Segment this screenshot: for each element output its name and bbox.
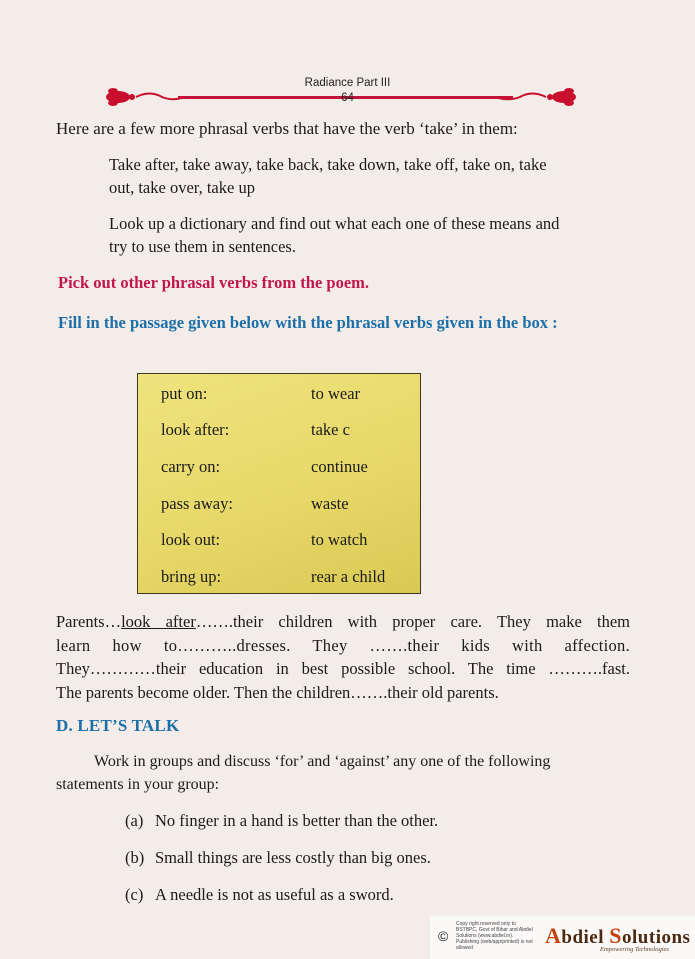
box-verb: put on: <box>161 384 208 403</box>
lookup-line-1: Look up a dictionary and find out what each one of these means and <box>109 214 560 233</box>
statement-label: (a) <box>125 811 144 830</box>
fill-in-passage <box>56 610 630 704</box>
box-meaning: take c <box>311 420 350 439</box>
passage-line-3: They…………their education in best possible school. The time ……….fast. <box>56 659 630 678</box>
copyright-notice: Copy right reserved only to BSTBPC, Govt of Bihar and Abdiel Solutions (www.abdiel.in). Publishing (web/app/printed) is not allowed <box>456 921 533 951</box>
statement-text: A needle is not as useful as a sword. <box>155 885 394 904</box>
page-number: 64 <box>341 92 354 104</box>
box-verb: look out: <box>161 530 221 549</box>
intro-text: Here are a few more phrasal verbs that have the verb ‘take’ in them: <box>56 119 518 138</box>
passage-text: Parents… <box>56 612 122 631</box>
passage-text: …….their children with proper care. They make them <box>195 612 630 631</box>
statement-label: (c) <box>125 885 144 904</box>
box-meaning: rear a child <box>311 567 386 586</box>
copyright-icon: © <box>438 928 449 944</box>
phrasal-verb-box <box>137 373 421 594</box>
fill-heading: Fill in the passage given below with the phrasal verbs given in the box : <box>58 313 558 332</box>
bleed-through-text <box>70 62 73 72</box>
lookup-line-2: try to use them in sentences. <box>109 237 296 256</box>
logo-tagline: Empowering Technologies <box>600 946 669 953</box>
box-meaning: to wear <box>311 384 361 403</box>
box-meaning: to watch <box>311 530 368 549</box>
box-verb: look after: <box>161 420 230 439</box>
take-list-line-2: out, take over, take up <box>109 178 255 197</box>
box-meaning: continue <box>311 457 368 476</box>
box-verb: carry on: <box>161 457 221 476</box>
logo-letter: A <box>545 923 562 948</box>
box-verb: bring up: <box>161 567 222 586</box>
passage-line-2: learn how to………..dresses. They …….their kids with affection. <box>56 635 630 655</box>
box-meaning: waste <box>311 494 349 513</box>
pick-heading: Pick out other phrasal verbs from the poem. <box>58 273 370 292</box>
book-title: Radiance Part III <box>304 77 391 89</box>
logo-letter: S <box>609 923 623 948</box>
lets-talk-instruction-1: Work in groups and discuss ‘for’ and ‘against’ any one of the following <box>94 753 551 770</box>
take-list-line-1: Take after, take away, take back, take down, take off, take on, take <box>109 155 547 174</box>
logo-text: bdiel <box>561 927 610 948</box>
passage-line-1 <box>56 610 630 634</box>
statement-text: No finger in a hand is better than the other. <box>155 811 439 830</box>
statement-text: Small things are less costly than big ones. <box>155 848 431 867</box>
box-verb: pass away: <box>161 494 233 513</box>
filled-answer: look after <box>121 612 196 631</box>
statement-label: (b) <box>125 848 145 867</box>
passage-line-4: The parents become older. Then the children…….their old parents. <box>56 682 499 702</box>
lets-talk-heading: D. LET’S TALK <box>56 716 180 735</box>
logo-text: olutions <box>622 927 691 948</box>
lets-talk-instruction-2: statements in your group: <box>56 776 220 793</box>
